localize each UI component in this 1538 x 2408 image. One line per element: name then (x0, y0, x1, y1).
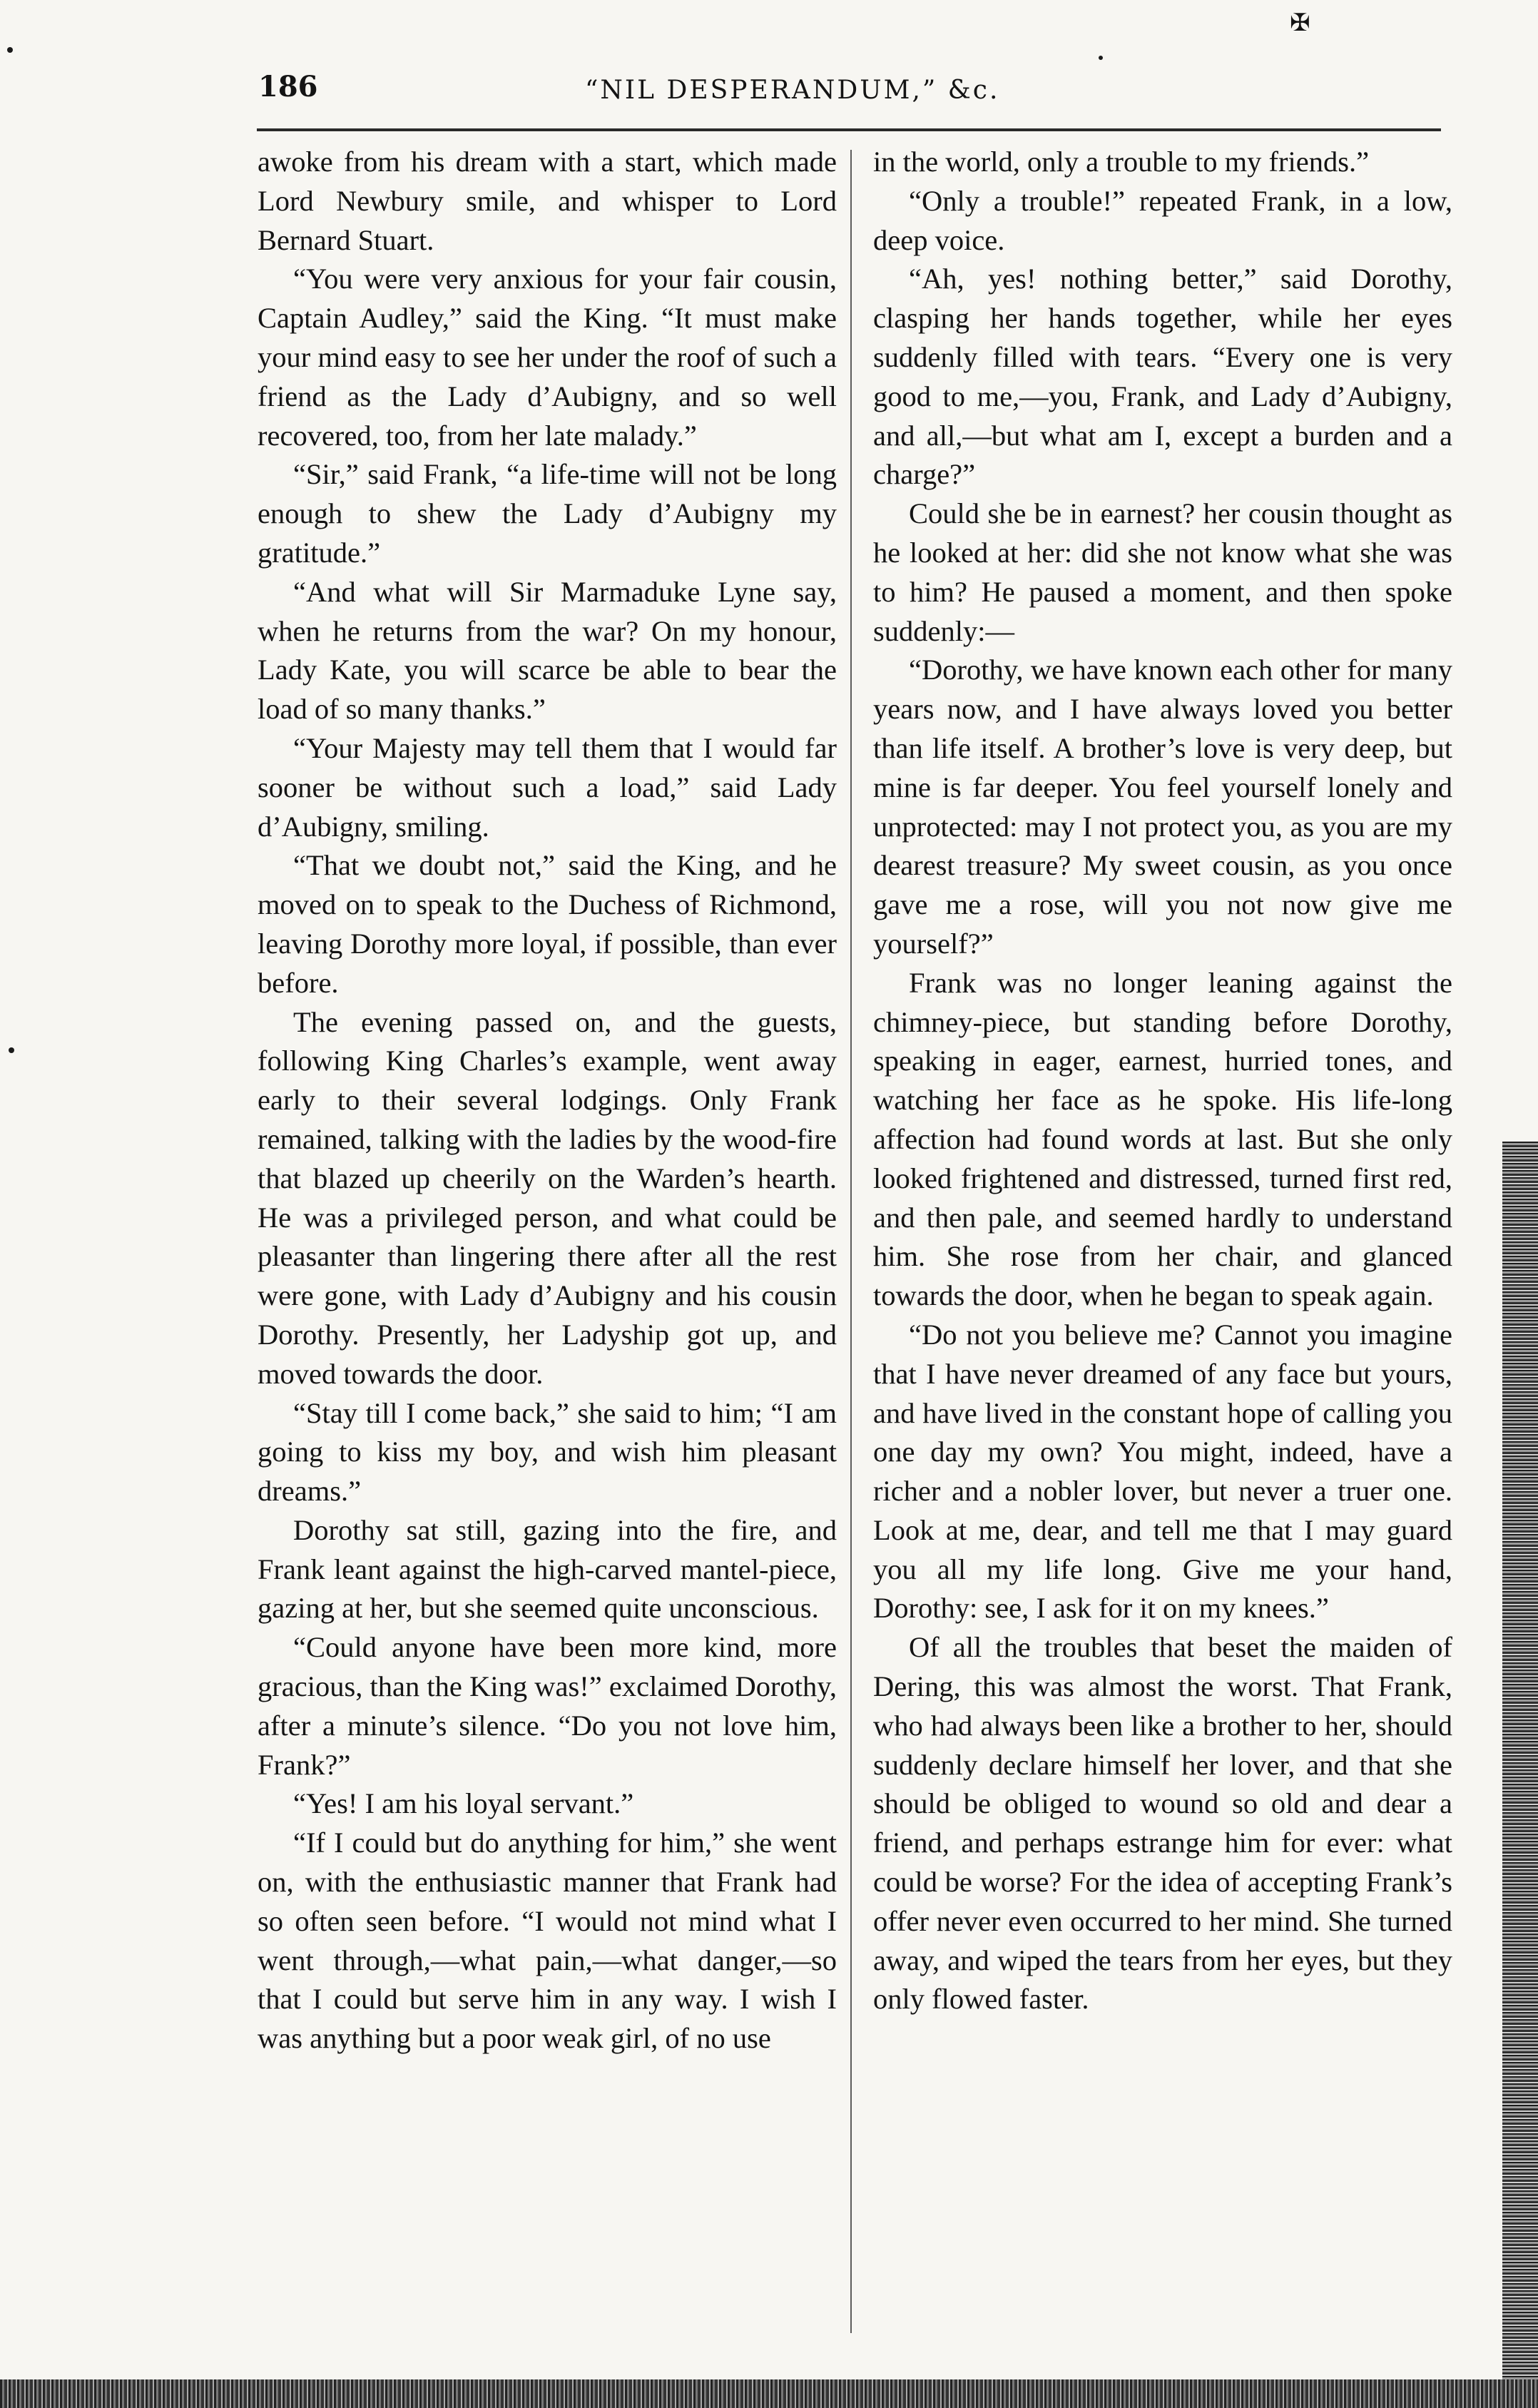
paragraph: “Dorothy, we have known each other for many years now, and I have always loved you better than life itself. A brother’s love is very deep, but mine is far deeper. You feel yourself lonely and unprotected: may I not protect you, as you are my dearest treasure? My sweet cousin, as you once gave me a rose, will you not now give me yourself?” (873, 654, 1452, 960)
paragraph: The evening passed on, and the guests, following King Charles’s example, went away early to their several lodgings. Only Frank remained, talking with the ladies by the wood-fire that blazed up cheerily on the Warden’s hearth. He was a privileged person, and what could be pleasanter than lingering there after all the rest were gone, with Lady d’Aubigny and his cousin Dorothy. Presently, her Ladyship got up, and moved towards the door. (258, 1005, 837, 1390)
paragraph: “Could anyone have been more kind, more gracious, than the King was!” exclaimed Dorothy, after a minute’s silence. “Do you not love him, Frank?” (258, 1631, 837, 1781)
paragraph: “Sir,” said Frank, “a life-time will not be long enough to shew the Lady d’Aubigny my gratitude.” (258, 458, 837, 569)
paragraph: Frank was no longer leaning against the chimney-piece, but standing before Dorothy, speaking in eager, earnest, hurried tones, and watching her face as he spoke. His life-long affection had found words at last. But she only looked frightened and distressed, turned first red, and then pale, and seemed hardly to understand him. She rose from her chair, and glanced towards the door, when he began to speak again. (873, 966, 1452, 1312)
paragraph: “You were very anxious for your fair cousin, Captain Audley,” said the King. “It must make your mind easy to see her under the roof of such a friend as the Lady d’Aubigny, and so well recovered, too, from her late malady.” (258, 263, 837, 452)
paragraph: “Do not you believe me? Cannot you imagine that I have never dreamed of any face but yours, and have lived in the constant hope of calling you one day my own? You might, indeed, have a richer and a nobler lover, but never a truer one. Look at me, dear, and tell me that I may guard you all my life long. Give me your hand, Dorothy: see, I ask for it on my knees.” (873, 1318, 1452, 1625)
page-number: 186 (258, 70, 318, 103)
page-bottom-edge (0, 2379, 1538, 2408)
left-column (258, 143, 837, 2058)
running-head: “NIL DESPERANDUM,” &c. (585, 76, 1000, 105)
paragraph: awoke from his dream with a start, which made Lord Newbury smile, and whisper to Lord Bernard Stuart. (258, 146, 837, 256)
paragraph: in the world, only a trouble to my friends.” (873, 146, 1370, 178)
paragraph: “Yes! I am his loyal servant.” (293, 1787, 634, 1820)
scan-speck (9, 1047, 14, 1053)
page-edge-shadow (1502, 1142, 1538, 2408)
paragraph: Dorothy sat still, gazing into the fire, and Frank leant against the high-carved mantel-piece, gazing at her, but she seemed quite unconscious. (258, 1513, 837, 1625)
paragraph: “That we doubt not,” said the King, and he moved on to speak to the Duchess of Richmond, leaving Dorothy more loyal, if possible, than ever before. (258, 849, 837, 999)
paragraph: “Only a trouble!” repeated Frank, in a low, deep voice. (873, 184, 1452, 256)
scan-speck (1099, 56, 1103, 60)
paragraph: “If I could but do anything for him,” she went on, with the enthusiastic manner that Frank had so often seen before. “I would not mind what I went through,—what pain,—what danger,—so that I could but serve him in any way. I wish I was anything but a poor weak girl, of no use (258, 1827, 837, 2055)
paragraph: “Your Majesty may tell them that I would far sooner be without such a load,” said Lady d’Aubigny, smiling. (258, 731, 837, 843)
right-column (873, 143, 1452, 2019)
paragraph: “Stay till I come back,” she said to him; “I am going to kiss my boy, and wish him pleasant dreams.” (258, 1396, 837, 1508)
paragraph: “And what will Sir Marmaduke Lyne say, when he returns from the war? On my honour, Lady Kate, you will scarce be able to bear the load of so many thanks.” (258, 575, 837, 726)
paragraph: “Ah, yes! nothing better,” said Dorothy, clasping her hands together, while her eyes suddenly filled with tears. “Every one is very good to me,—you, Frank, and Lady d’Aubigny, and all,—but what am I, except a burden and a charge?” (873, 263, 1452, 491)
corner-ornament-icon: ✠ (1290, 9, 1310, 37)
scan-speck (7, 47, 13, 53)
column-divider (850, 150, 852, 2333)
paragraph: Of all the troubles that beset the maiden of Dering, this was almost the worst. That Frank, who had always been like a brother to her, should suddenly declare himself her lover, and that she should be obliged to wound so old and dear a friend, and perhaps estrange him for ever: what could be worse? For the idea of accepting Frank’s offer never even occurred to her mind. She turned away, and wiped the tears from her eyes, but they only flowed faster. (873, 1631, 1452, 2016)
paragraph: Could she be in earnest? her cousin thought as he looked at her: did she not know what she was to him? He paused a moment, and then spoke suddenly:— (873, 497, 1452, 647)
header-rule (257, 128, 1441, 131)
